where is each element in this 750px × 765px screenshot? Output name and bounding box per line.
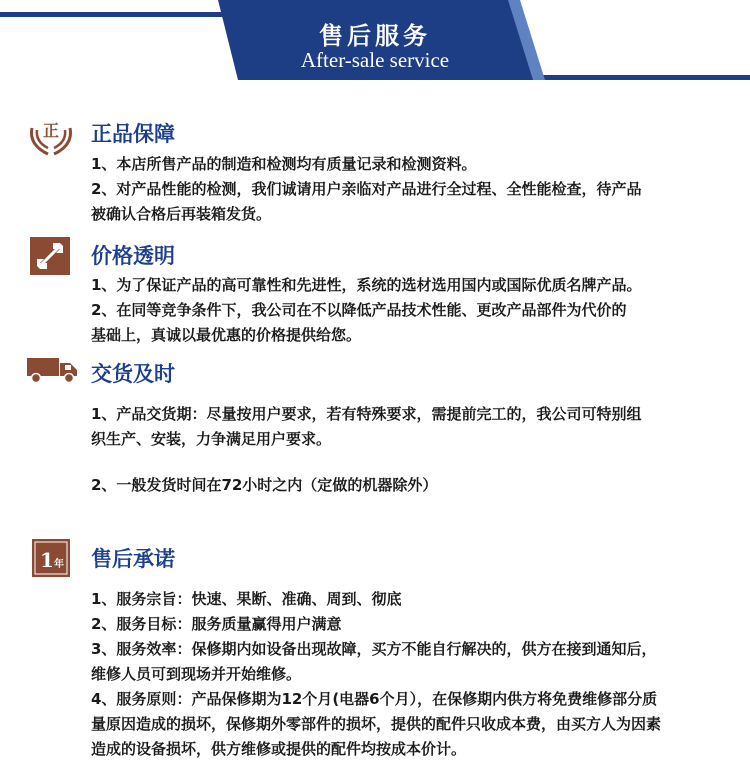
genuine-line-3: 被确认合格后再装箱发货。 xyxy=(91,205,272,223)
price-line-3: 基础上，真诚以最优惠的价格提供给您。 xyxy=(91,326,362,344)
section-title-price: 价格透明 xyxy=(91,243,175,268)
aftersale-line-4: 维修人员可到现场并开始维修。 xyxy=(91,665,302,683)
section-title-aftersale: 售后承诺 xyxy=(91,546,175,571)
page-subtitle: After-sale service xyxy=(300,48,450,72)
aftersale-line-1: 1、服务宗旨：快速、果断、准确、周到、彻底 xyxy=(91,590,402,608)
price-line-2: 2、在同等竞争条件下，我公司在不以降低产品技术性能、更改产品部件为代价的 xyxy=(91,301,627,319)
genuine-icon-char: 正 xyxy=(42,121,60,140)
genuine-line-1: 1、本店所售产品的制造和检测均有质量记录和检测资料。 xyxy=(91,155,477,173)
aftersale-line-3: 3、服务效率：保修期内如设备出现故障，买方不能自行解决的，供方在接到通知后， xyxy=(91,640,657,658)
section-title-genuine: 正品保障 xyxy=(91,121,175,146)
delivery-line-1: 1、产品交货期：尽量按用户要求，若有特殊要求，需提前完工的，我公司可特别组 xyxy=(91,405,642,423)
aftersale-line-2: 2、服务目标：服务质量赢得用户满意 xyxy=(91,615,342,633)
page-title: 售后服务 xyxy=(319,21,431,50)
aftersale-line-7: 造成的设备损坏，供方维修或提供的配件均按成本价计。 xyxy=(91,740,467,758)
one-year-badge-icon xyxy=(32,539,70,577)
diagonal-arrow-icon xyxy=(30,237,70,275)
delivery-truck-icon xyxy=(27,356,79,384)
badge-year-char: 年 xyxy=(54,559,64,570)
section-title-delivery: 交货及时 xyxy=(91,361,175,386)
delivery-line-2: 织生产、安装，力争满足用户要求。 xyxy=(91,430,332,448)
delivery-line-3: 2、一般发货时间在72小时之内（定做的机器除外） xyxy=(91,476,438,494)
aftersale-line-5: 4、服务原则：产品保修期为12个月(电器6个月），在保修期内供方将免费维修部分质 xyxy=(91,690,658,708)
genuine-hands-icon xyxy=(28,114,74,156)
genuine-line-2: 2、对产品性能的检测，我们诚请用户亲临对产品进行全过程、全性能检查，待产品 xyxy=(91,180,642,198)
badge-number: 1 xyxy=(40,548,54,572)
aftersale-line-6: 量原因造成的损坏，保修期外零部件的损坏，提供的配件只收成本费，由买方人为因素 xyxy=(91,715,662,733)
price-line-1: 1、为了保证产品的高可靠性和先进性，系统的选材选用国内或国际优质名牌产品。 xyxy=(91,276,642,294)
